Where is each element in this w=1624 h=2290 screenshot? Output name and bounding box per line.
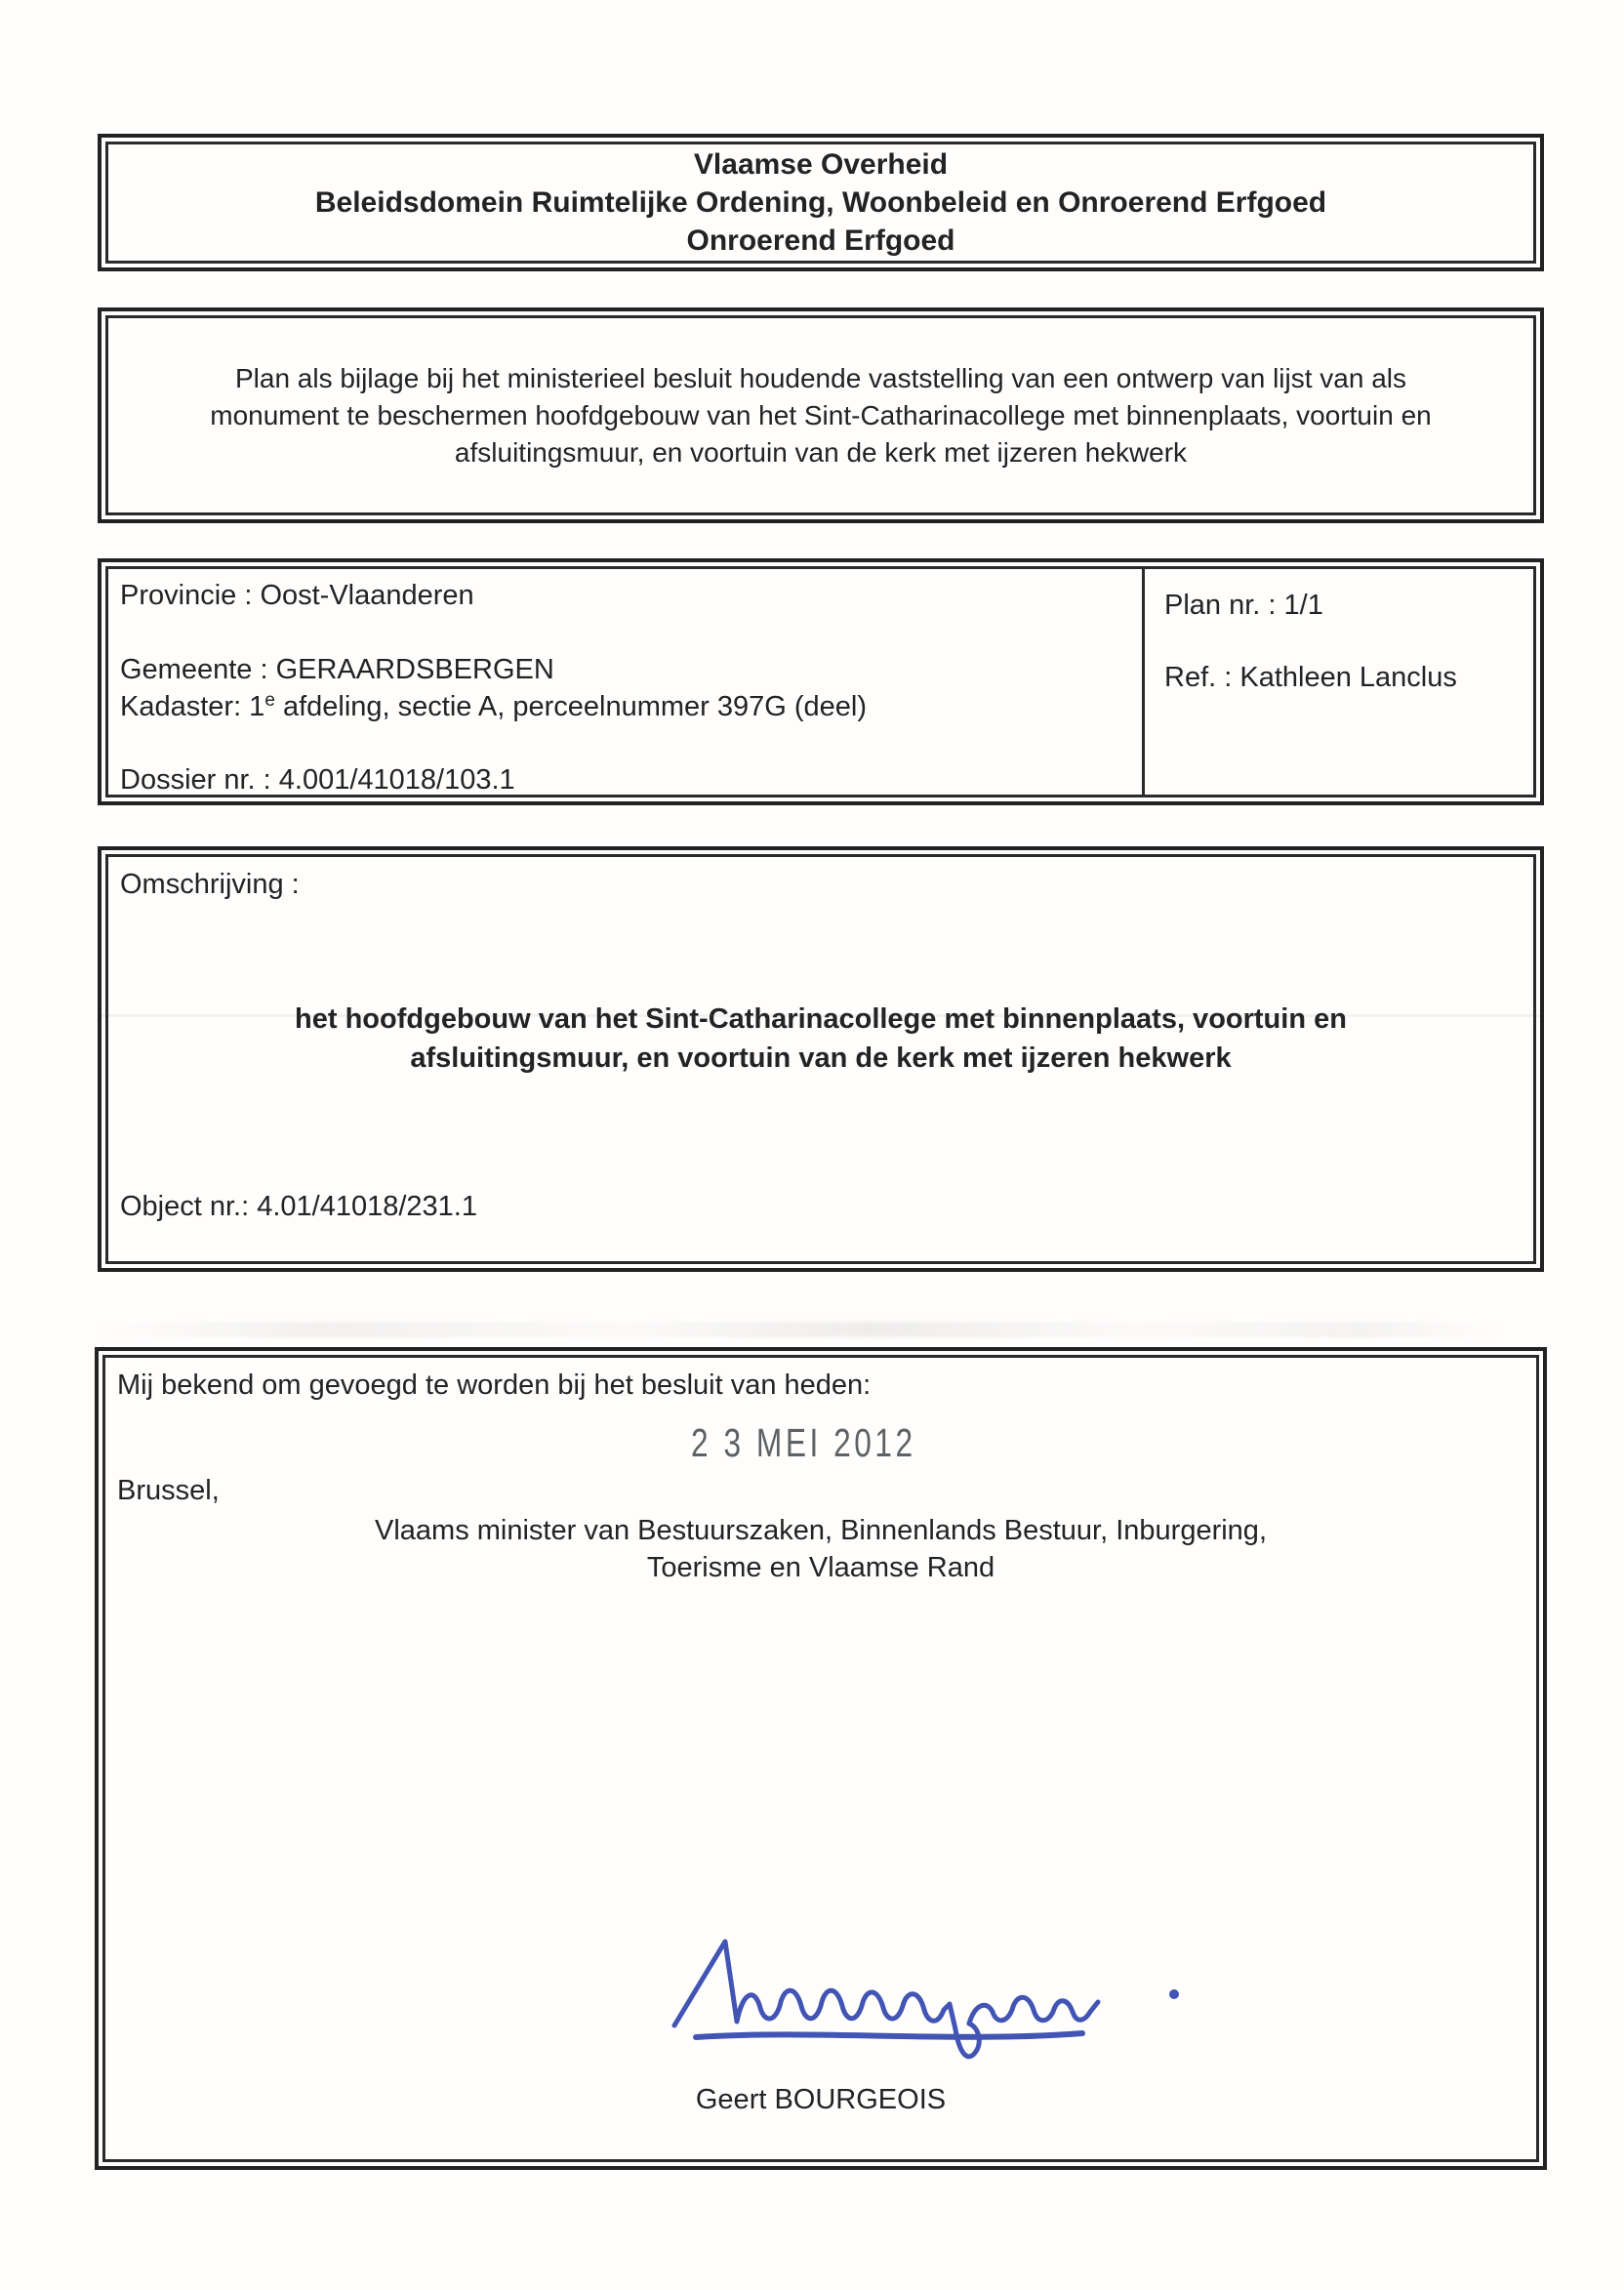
signer-name: Geert BOURGEOIS xyxy=(695,2084,947,2115)
minister-title-line: Vlaams minister van Bestuurszaken, Binnenlands Bestuur, Inburgering, xyxy=(375,1515,1267,1546)
signature-ink-svg xyxy=(667,1934,1228,2070)
provincie-line: Provincie : Oost-Vlaanderen xyxy=(120,580,474,611)
header-line-domain: Beleidsdomein Ruimtelijke Ordening, Woonbeleid en Onroerend Erfgoed xyxy=(314,186,1327,219)
signature-box xyxy=(95,1347,1547,2170)
protected-object-title-line: het hoofdgebouw van het Sint-Catharinacollege met binnenplaats, voortuin en xyxy=(295,1003,1347,1035)
protected-object-title-line: afsluitingsmuur, en voortuin van de kerk met ijzeren hekwerk xyxy=(410,1043,1232,1074)
header-box-inner xyxy=(105,142,1536,264)
dossier-line: Dossier nr. : 4.001/41018/103.1 xyxy=(120,764,515,796)
protected-object-title xyxy=(120,1000,1522,1078)
description-box xyxy=(98,846,1544,1272)
signature-ink xyxy=(667,1934,1228,2078)
plan-nr-line: Plan nr. : 1/1 xyxy=(1164,590,1323,621)
plan-annex-box xyxy=(98,307,1544,523)
signature-box-inner xyxy=(102,1355,1539,2162)
plan-annex-box-inner xyxy=(105,315,1536,515)
kadaster-prefix: Kadaster: 1 xyxy=(120,691,265,722)
place-line: Brussel, xyxy=(117,1475,220,1506)
header-box xyxy=(98,134,1544,271)
omschrijving-label: Omschrijving : xyxy=(120,869,300,900)
header-line-authority: Vlaamse Overheid xyxy=(693,148,949,181)
location-right-column xyxy=(1145,569,1533,795)
description-box-inner xyxy=(105,854,1536,1264)
location-box xyxy=(98,558,1544,805)
location-left-column xyxy=(108,569,1145,795)
kadaster-superscript: e xyxy=(264,690,275,711)
minister-title-line: Toerisme en Vlaamse Rand xyxy=(646,1552,995,1583)
gemeente-line: Gemeente : GERAARDSBERGEN xyxy=(120,654,554,685)
scan-smudge xyxy=(93,1322,1503,1337)
kadaster-rest: afdeling, sectie A, perceelnummer 397G (deel) xyxy=(274,691,868,722)
minister-title xyxy=(105,1512,1536,1586)
object-nr-line: Object nr.: 4.01/41018/231.1 xyxy=(120,1191,477,1222)
besluit-intro-line: Mij bekend om gevoegd te worden bij het besluit van heden: xyxy=(117,1370,872,1401)
plan-annex-line: monument te beschermen hoofdgebouw van het Sint-Catharinacollege met binnenplaats, voortuin en xyxy=(210,399,1432,430)
scan-smudge xyxy=(102,1014,1540,1017)
header-line-agency: Onroerend Erfgoed xyxy=(686,225,955,257)
kadaster-line xyxy=(120,688,1142,729)
plan-annex-line: Plan als bijlage bij het ministerieel besluit houdende vaststelling van een ontwerp van lijst van als xyxy=(234,362,1407,393)
plan-annex-line: afsluitingsmuur, en voortuin van de kerk met ijzeren hekwerk xyxy=(454,436,1188,468)
location-box-inner xyxy=(105,566,1536,797)
ref-line: Ref. : Kathleen Lanclus xyxy=(1164,662,1457,693)
date-stamp: 2 3 MEI 2012 xyxy=(691,1420,916,1465)
